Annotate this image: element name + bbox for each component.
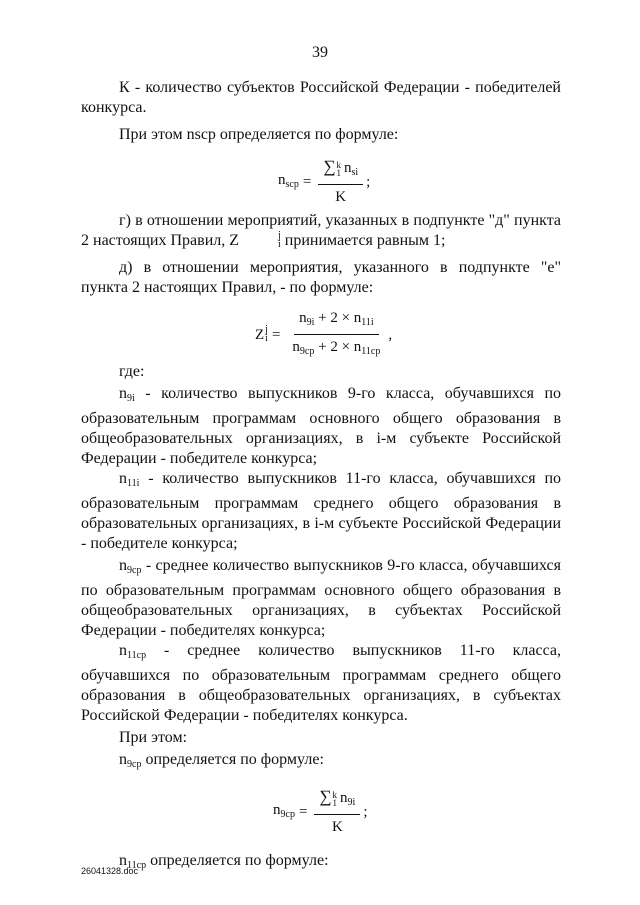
paragraph-n9cp-intro: $n_{9ср}$ определяется по формуле:: [119, 751, 324, 770]
fraction: ∑ k 1 $n_{si}$ K: [318, 157, 363, 207]
fraction: $\frac{n_{9i} + 2 \times n_{11i}}{n_{9ср} + 2 \times n_{11ср}}$: [292, 310, 381, 357]
formula-lhs: Z j i: [255, 324, 268, 344]
formula-lhs: $n_{9cp}$: [273, 801, 295, 820]
paragraph-where: где:: [119, 363, 145, 380]
definition-n11i: $n_{11i}$ - количество выпускников 11-го класса, обучавшихся по образовательным программам среднего общего образования в образовательных организациях, в i-м субъекте Российской Федерации - победителе конкурса;: [81, 470, 561, 552]
formula-n9cp: $n_{9cp}$ = ∑ k 1 $n_{9i}$ K ;: [273, 787, 368, 835]
formula-z: Z j i = $\frac{n_{9i} + 2 \times n_{11i}}{n_{9ср} + 2 \times n_{11ср}}$ ,: [81, 298, 561, 362]
paragraph-nscp-intro: При этом nsср определяется по формуле:: [119, 126, 399, 143]
paragraph-g: г) в отношении мероприятий, указанных в подпункте "д" пункта 2 настоящих Правил, Z j i принимается равным 1;: [81, 212, 561, 250]
paragraph-also: При этом:: [119, 729, 188, 746]
formula-lhs: $n_{scp}$: [278, 171, 299, 190]
definition-n9i: $n_{9i}$ - количество выпускников 9-го класса, обучавшихся по образовательным программам основного общего образования в общеобразовательных организациях, в i-м субъекте Российской Федерации - победителе конкурса;: [81, 385, 561, 467]
definition-n9cp: $n_{9ср}$ - среднее количество выпускников 9-го класса, обучавшихся по образовательным программам основного общего образования в общеобразовательных организациях, в субъектах Российской Федерации - победителях конкурса;: [81, 557, 561, 639]
formula-nscp: $n_{scp}$ = ∑ k 1 $n_{si}$ K ;: [278, 157, 371, 205]
document-body: [81, 78, 561, 876]
definition-n11cp: $n_{11ср}$ - среднее количество выпускников 11-го класса, обучавшихся по образовательным программам среднего общего образования в общеобразовательных организациях, в субъектах Российской Федерации - победителях конкурса.: [81, 642, 561, 724]
fraction: ∑ k 1 $n_{9i}$ K: [314, 787, 360, 837]
paragraph-d: д) в отношении мероприятия, указанного в подпункте "е" пункта 2 настоящих Правил, - по формуле:: [81, 259, 561, 296]
file-name-footer: 26041328.doc: [81, 866, 139, 876]
page-number: 39: [312, 44, 328, 61]
paragraph-k-definition: К - количество субъектов Российской Федерации - победителей конкурса.: [81, 79, 561, 116]
paragraph-n11cp-intro: $n_{11ср}$ определяется по формуле:: [119, 852, 329, 871]
